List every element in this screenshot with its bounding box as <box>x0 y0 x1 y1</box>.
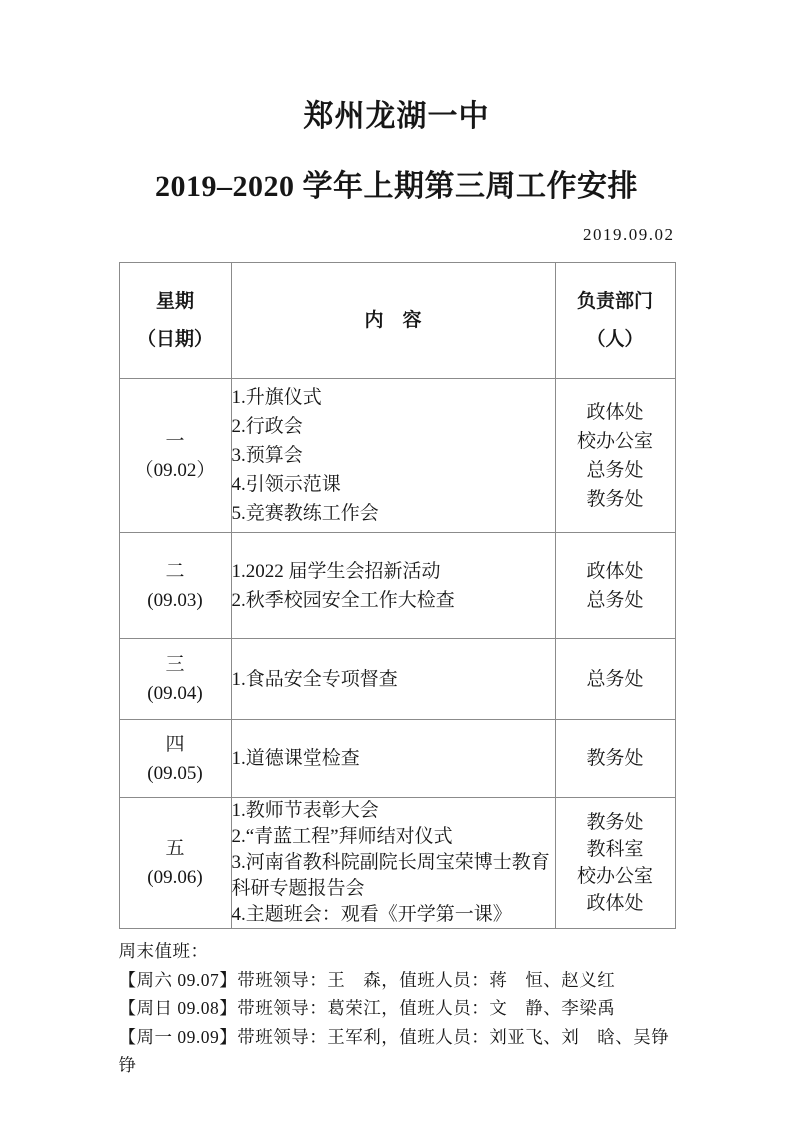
department-name: 教务处 <box>586 748 644 769</box>
duty-line-saturday: 【周六 09.07】带班领导：王 森，值班人员：蒋 恒、赵义红 <box>118 969 616 990</box>
schedule-item: 2.“青蓝工程”拜师结对仪式 <box>231 826 453 847</box>
department-cell <box>555 798 675 929</box>
department-name: 总务处 <box>586 459 644 481</box>
schedule-item: 1.2022 届学生会招新活动 <box>231 560 441 582</box>
col-department-header <box>555 263 675 379</box>
schedule-item: 1.教师节表彰大会 <box>231 800 379 821</box>
table-row-friday <box>119 798 675 929</box>
day-date: (09.04) <box>147 683 203 704</box>
table-row-tuesday <box>119 533 675 639</box>
day-date: （09.02） <box>134 459 216 481</box>
schedule-title: 2019–2020 学年上期第三周工作安排 <box>155 170 638 203</box>
col-day-header-line2: （日期） <box>136 328 213 350</box>
schedule-table <box>119 262 676 929</box>
day-cell <box>119 533 231 639</box>
department-cell <box>555 379 675 533</box>
schedule-item: 2.行政会 <box>231 416 303 437</box>
col-department-header-line1: 负责部门 <box>576 290 653 312</box>
content-cell <box>231 379 555 533</box>
schedule-item: 4.引领示范课 <box>231 474 341 495</box>
table-header-row <box>119 263 675 379</box>
department-name: 政体处 <box>586 401 644 423</box>
day-label: 四 <box>165 733 185 755</box>
department-name: 政体处 <box>586 560 644 582</box>
schedule-item: 3.预算会 <box>231 445 303 466</box>
schedule-item: 1.食品安全专项督查 <box>231 668 398 690</box>
weekend-duty-heading: 周末值班： <box>118 941 209 961</box>
document-page <box>119 0 675 1080</box>
day-cell <box>119 720 231 798</box>
schedule-item: 5.竞赛教练工作会 <box>231 503 379 524</box>
department-name: 教科室 <box>586 839 644 860</box>
department-name: 政体处 <box>586 893 644 914</box>
col-content-header-label: 内 容 <box>364 309 422 331</box>
day-label: 二 <box>165 560 185 582</box>
department-name: 校办公室 <box>576 866 653 887</box>
col-day-header-line1: 星期 <box>155 290 194 312</box>
duty-line-monday: 【周一 09.09】带班领导：王军利，值班人员：刘亚飞、刘 晗、吴铮铮 <box>118 1026 670 1075</box>
day-label: 一 <box>165 430 185 452</box>
department-cell <box>555 720 675 798</box>
col-content-header <box>231 263 555 379</box>
day-date: (09.03) <box>147 589 203 611</box>
issue-date: 2019.09.02 <box>583 225 675 244</box>
day-cell <box>119 798 231 929</box>
schedule-item: 3.河南省教科院副院长周宝荣博士教育科研专题报告会 <box>231 852 550 899</box>
table-row-wednesday <box>119 639 675 720</box>
table-row-monday <box>119 379 675 533</box>
schedule-item: 1.道德课堂检查 <box>231 748 360 769</box>
department-name: 总务处 <box>586 668 644 690</box>
department-cell <box>555 639 675 720</box>
department-cell <box>555 533 675 639</box>
day-date: (09.05) <box>147 762 203 784</box>
schedule-item: 4.主题班会：观看《开学第一课》 <box>231 904 512 925</box>
schedule-item: 2.秋季校园安全工作大检查 <box>231 589 455 611</box>
day-cell <box>119 639 231 720</box>
day-cell <box>119 379 231 533</box>
day-label: 五 <box>165 838 185 859</box>
content-cell <box>231 639 555 720</box>
day-label: 三 <box>165 654 185 675</box>
department-name: 校办公室 <box>576 430 653 452</box>
table-row-thursday <box>119 720 675 798</box>
content-cell <box>231 798 555 929</box>
content-cell <box>231 720 555 798</box>
weekend-duty-section <box>119 937 675 1080</box>
schedule-item: 1.升旗仪式 <box>231 387 322 408</box>
school-name-title: 郑州龙湖一中 <box>303 100 490 133</box>
department-name: 教务处 <box>586 488 644 510</box>
col-department-header-line2: （人） <box>586 328 644 350</box>
department-name: 教务处 <box>586 812 644 833</box>
content-cell <box>231 533 555 639</box>
department-name: 总务处 <box>586 589 644 611</box>
duty-line-sunday: 【周日 09.08】带班领导：葛荣江，值班人员：文 静、李梁禹 <box>118 998 616 1018</box>
col-day-header <box>119 263 231 379</box>
day-date: (09.06) <box>147 867 203 888</box>
